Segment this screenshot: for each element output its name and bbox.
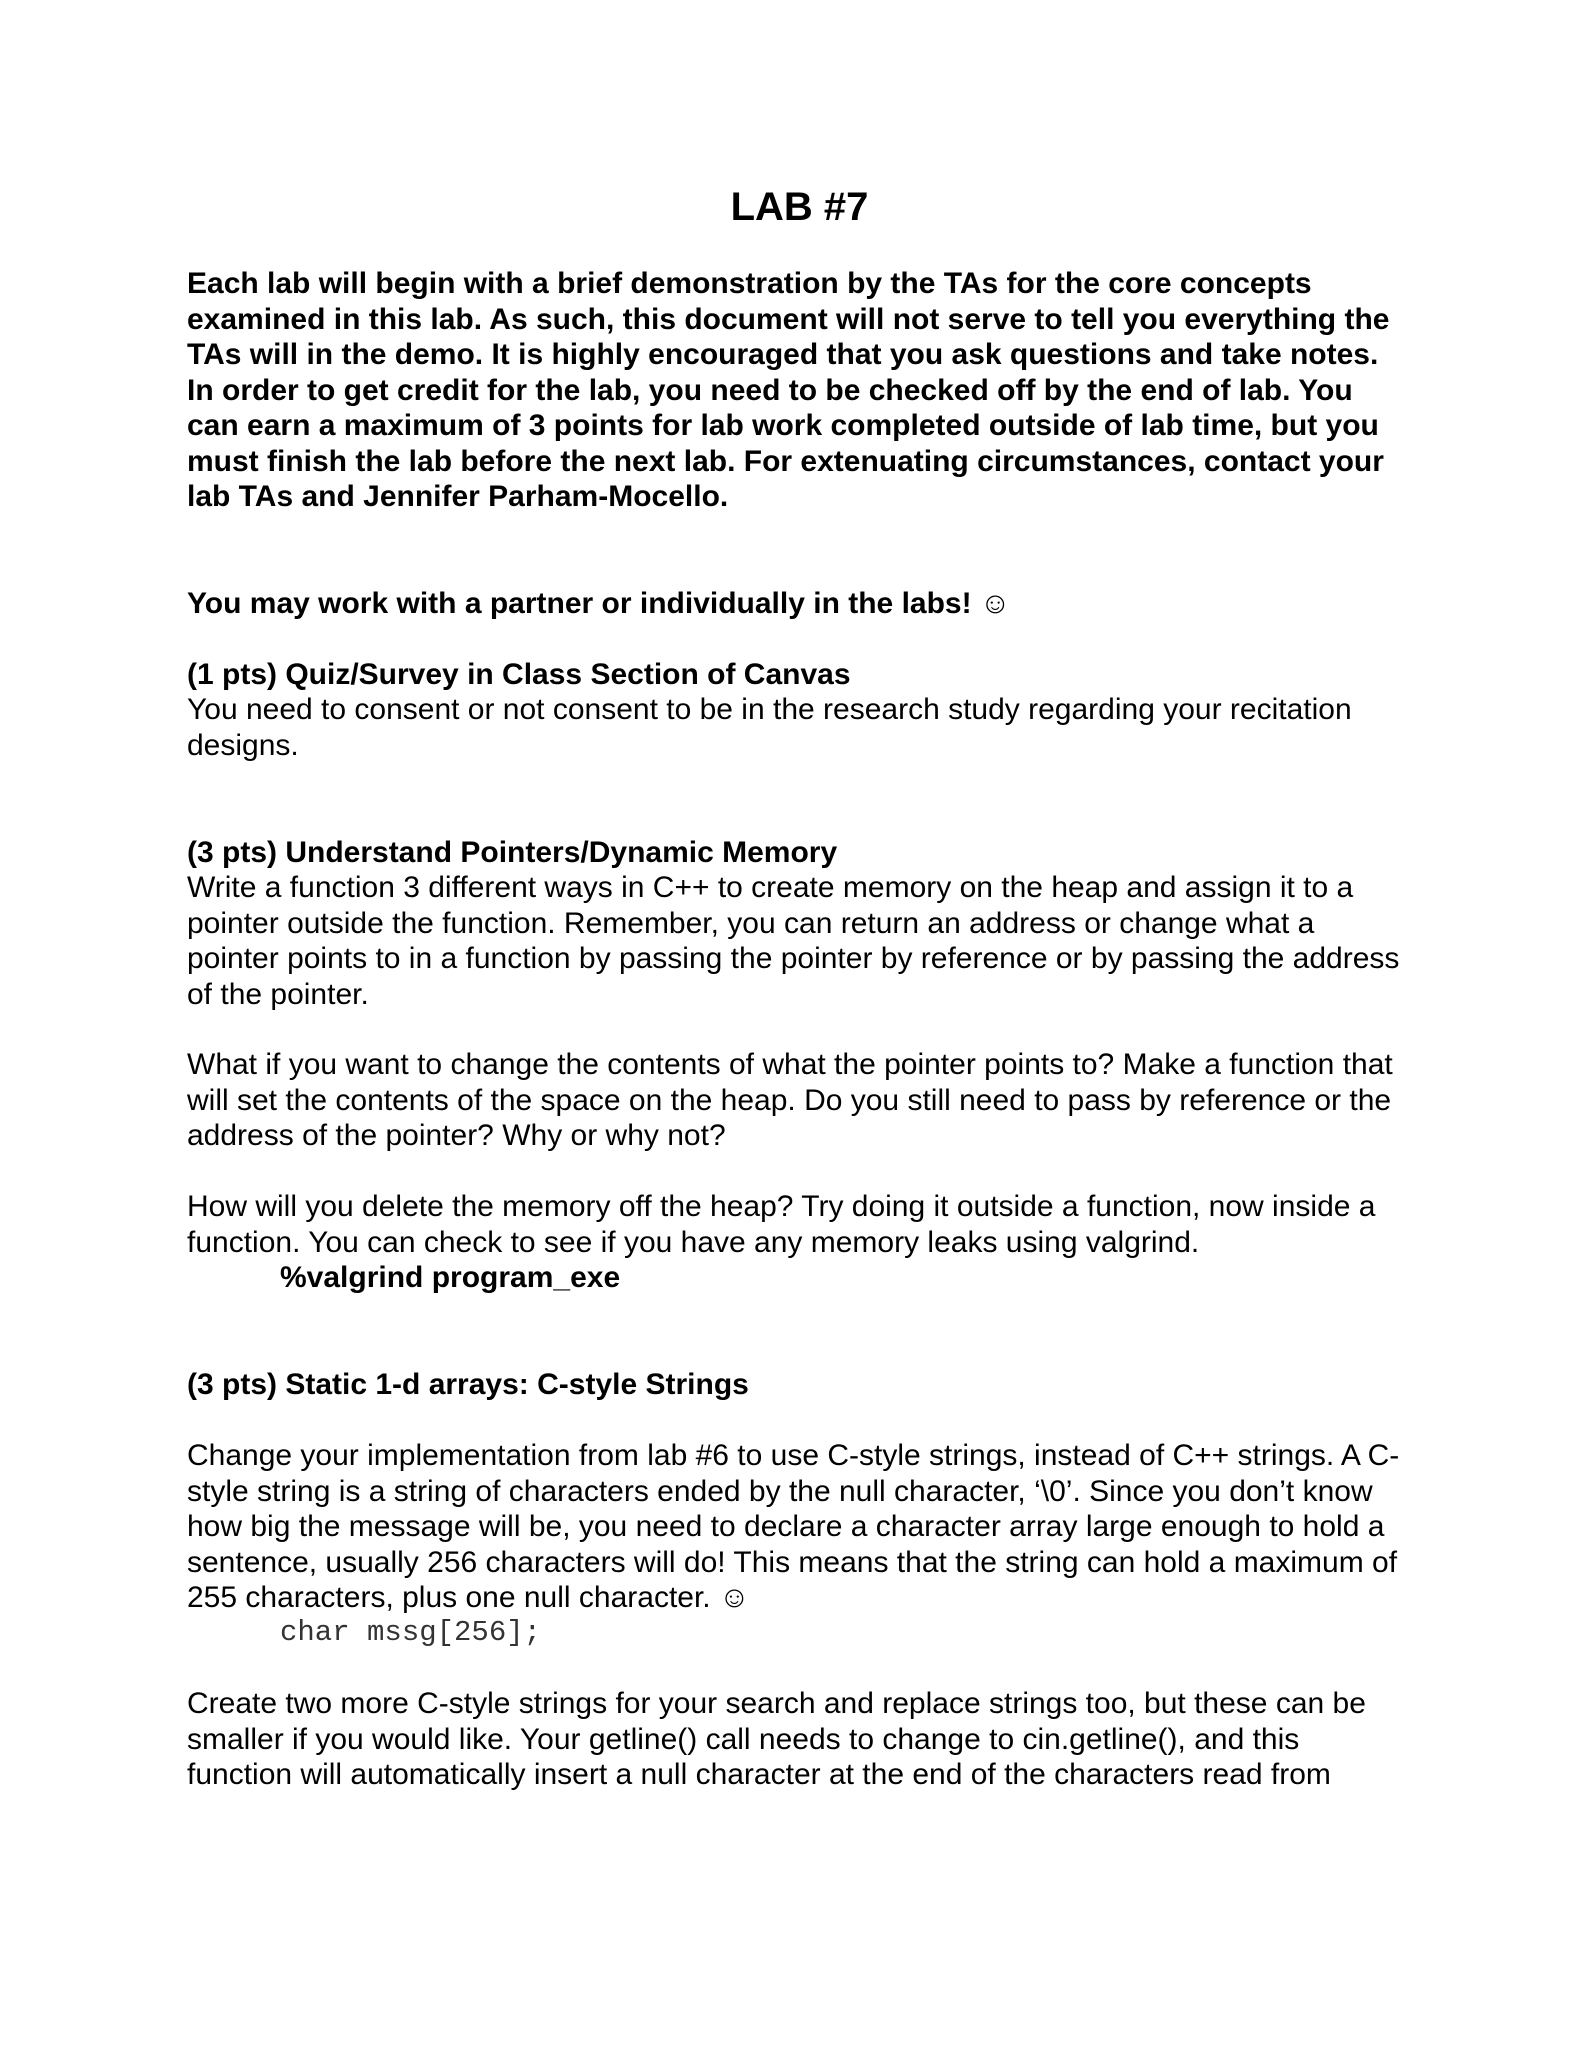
intro-paragraph-demo: Each lab will begin with a brief demonstration by the TAs for the core concepts examined in this lab. As such, this document will not serve to tell you everything the TAs will in the demo. It is highly encouraged that you ask questions and take notes. (187, 267, 1390, 371)
pointers-paragraph-contents: What if you want to change the contents of what the pointer points to? Make a function that will set the contents of the space on the heap. Do you still need to pass by reference or the address of the pointer? Why or why not? (187, 1048, 1393, 1152)
pointers-paragraph-functions: Write a function 3 different ways in C++ to create memory on the heap and assign it to a pointer outside the function. Remember, you can return an address or change what a pointer points to in a function by passing the pointer by reference or by passing the address of the pointer. (187, 871, 1400, 1011)
valgrind-command: %valgrind program_exe (280, 1261, 621, 1294)
pointers-paragraph-delete: How will you delete the memory off the heap? Try doing it outside a function, now inside a function. You can check to see if you have any memory leaks using valgrind. (187, 1190, 1376, 1259)
section-quiz-text: You need to consent or not consent to be in the research study regarding your recitation designs. (187, 693, 1352, 762)
cstrings-paragraph-implementation: Change your implementation from lab #6 to use C-style strings, instead of C++ strings. A C-style string is a string of characters ended by the null character, ‘\0’. Since you don’t know how big the message will be, you need to declare a character array large enough to hold a sentence, usually 256 characters will do! This means that the string can hold a maximum of 255 characters, plus one null character. ☺ (187, 1439, 1400, 1614)
intro-paragraph-credit: In order to get credit for the lab, you need to be checked off by the end of lab. You can earn a maximum of 3 points for lab work completed outside of lab time, but you must finish the lab before the next lab. For extenuating circumstances, contact your lab TAs and Jennifer Parham-Mocello. (187, 373, 1384, 513)
cstrings-paragraph-getline: Create two more C-style strings for your search and replace strings too, but these can be smaller if you would like. Your getline() call needs to change to cin.getline(), and this function will automatically insert a null character at the end of the characters read from (187, 1687, 1366, 1791)
page-title: LAB #7 (730, 185, 869, 229)
intro-block (187, 266, 1412, 515)
section-heading-quiz: (1 pts) Quiz/Survey in Class Section of Canvas (187, 658, 851, 691)
partner-note: You may work with a partner or individually in the labs! ☺ (187, 587, 1011, 620)
section-heading-cstrings: (3 pts) Static 1-d arrays: C-style Strings (187, 1368, 749, 1401)
section-heading-pointers: (3 pts) Understand Pointers/Dynamic Memory (187, 836, 838, 869)
code-snippet-char-array: char mssg[256]; (280, 1616, 542, 1649)
